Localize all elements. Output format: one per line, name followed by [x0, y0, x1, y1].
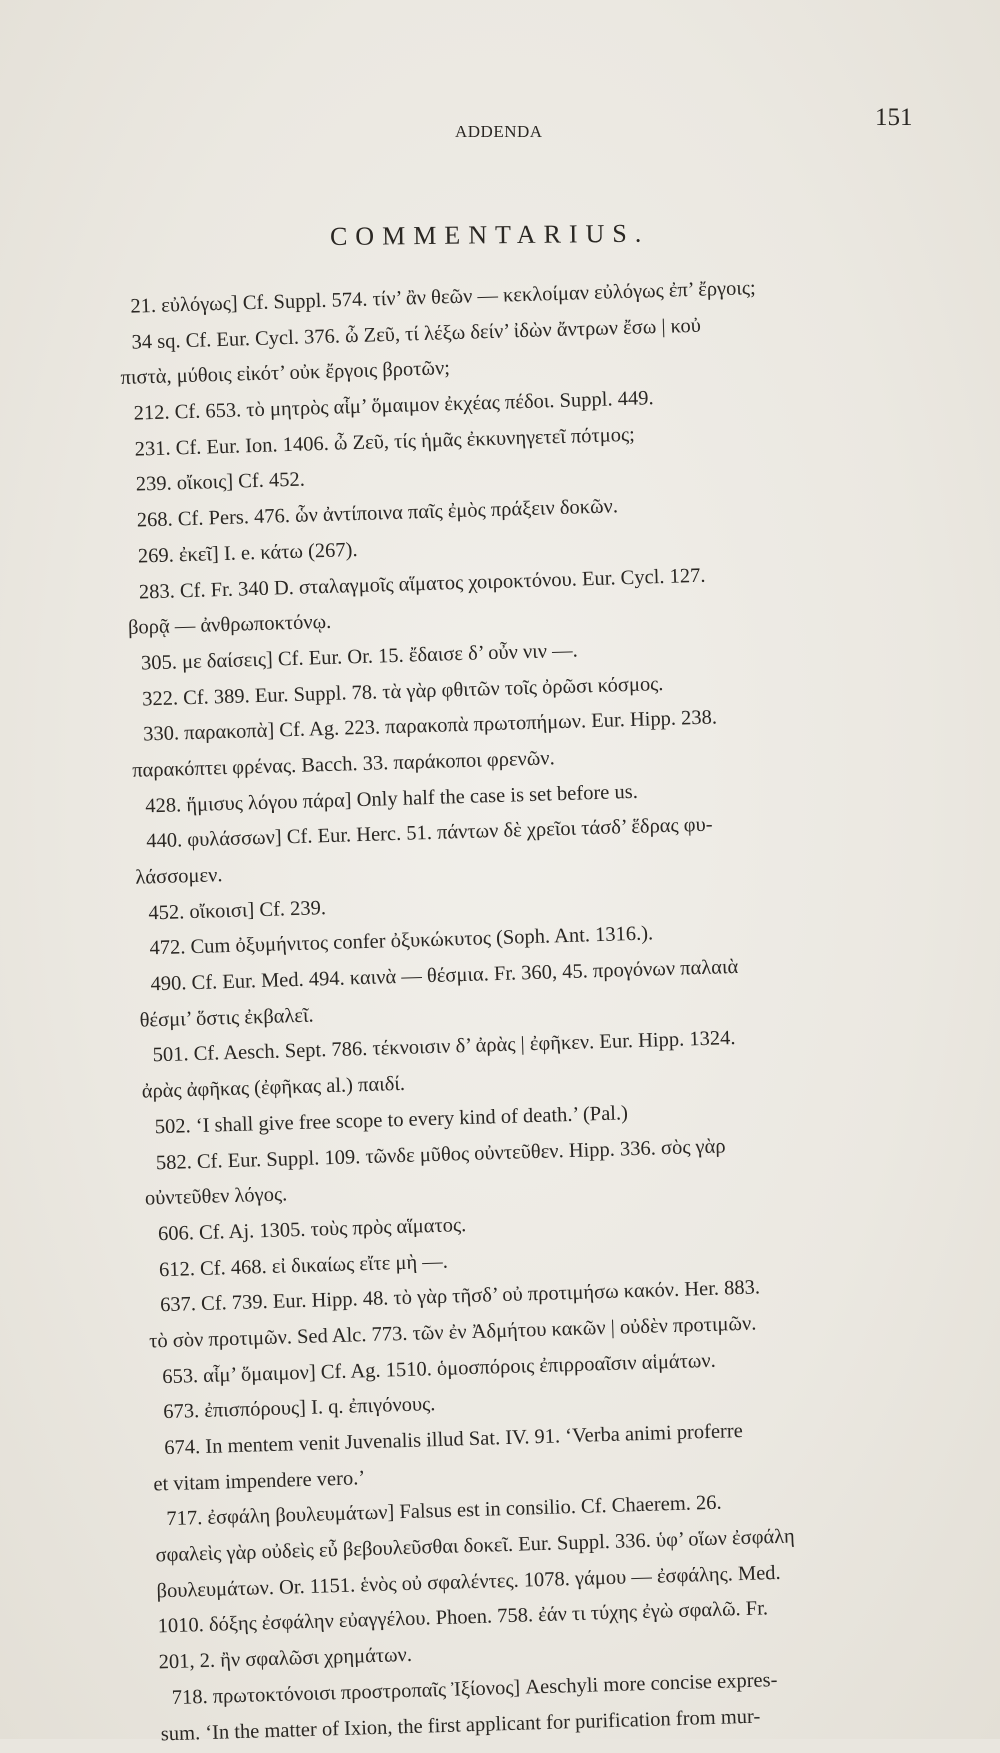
commentary-body — [118, 265, 993, 1752]
commentary-entry-line: 305. με δαίσεις] Cf. Eur. Or. 15. ἔδαισε δ’ οὖν νιν —. — [140, 639, 579, 675]
commentary-entry-line: 239. οἴκοις] Cf. 452. — [135, 468, 306, 496]
commentary-entry-line: 21. εὐλόγως] Cf. Suppl. 574. τίν’ ἂν θεῶν — κεκλοίμαν εὐλόγως ἐπ’ ἔργοις; — [130, 277, 756, 318]
section-title: COMMENTARIUS. — [329, 218, 650, 251]
commentary-line-continuation: θέσμι’ ὅστις ἐκβαλεῖ. — [139, 1004, 314, 1032]
page-number: 151 — [875, 104, 913, 131]
commentary-entry-line: 440. φυλάσσων] Cf. Eur. Herc. 51. πάντων δὲ χρεῖοι τάσδ’ ἕδρας φυ- — [146, 813, 713, 853]
commentary-line-continuation: σφαλεὶς γὰρ οὐδεὶς εὖ βεβουλεῦσθαι δοκεῖ. Eur. Suppl. 336. ὑφ’ οἵων ἐσφάλη — [155, 1525, 796, 1567]
commentary-entry-line: 330. παρακοπὰ] Cf. Ag. 223. παρακοπὰ πρωτοπήμων. Eur. Hipp. 238. — [142, 706, 718, 746]
commentary-entry-line: 501. Cf. Aesch. Sept. 786. τέκνοισιν δ’ ἀρὰς | ἐφῆκεν. Eur. Hipp. 1324. — [152, 1027, 736, 1067]
commentary-line-continuation: βουλευμάτων. Or. 1151. ἑνὸς οὐ σφαλέντες. 1078. γάμου — ἐσφάλης. Med. — [156, 1561, 781, 1603]
commentary-entry-line: 612. Cf. 468. εἰ δικαίως εἴτε μὴ —. — [158, 1250, 449, 1281]
commentary-entry-line: 231. Cf. Eur. Ion. 1406. ὦ Ζεῦ, τίς ἡμᾶς ἐκκυνηγετεῖ πότμος; — [134, 423, 636, 461]
commentary-line-continuation: οὐντεῦθεν λόγος. — [144, 1183, 288, 1210]
commentary-line-continuation: 201, 2. ἢν σφαλῶσι χρημάτων. — [158, 1644, 413, 1674]
commentary-entry-line: 34 sq. Cf. Eur. Cycl. 376. ὦ Ζεῦ, τί λέξω δείν’ ἰδὼν ἄντρων ἔσω | κοὐ — [131, 314, 702, 354]
commentary-line-continuation: et vitam impendere vero.’ — [153, 1466, 366, 1496]
commentary-entry-line: 502. ‘I shall give free scope to every kind of death.’ (Pal.) — [154, 1102, 629, 1139]
commentary-line-continuation: πιστὰ, μύθοις εἰκότ’ οὐκ ἔργοις βροτῶν; — [120, 357, 451, 390]
commentary-entry-line: 472. Cum ὀξυμήνιτος confer ὀξυκώκυτος (Soph. Ant. 1316.). — [149, 922, 654, 960]
commentary-entry-line: 606. Cf. Aj. 1305. τοὺς πρὸς αἵματος. — [157, 1213, 467, 1246]
commentary-entry-line: 283. Cf. Fr. 340 D. σταλαγμοῖς αἵματος χοιροκτόνου. Eur. Cycl. 127. — [138, 564, 706, 604]
commentary-entry-line: 269. ἐκεῖ] I. e. κάτω (267). — [137, 538, 358, 568]
commentary-line-continuation: ἀρὰς ἀφῆκας (ἐφῆκας al.) παιδί. — [141, 1072, 406, 1103]
commentary-line-continuation: τὸ σὸν προτιμῶν. Sed Alc. 773. τῶν ἐν Ἀδμήτου κακῶν | οὐδὲν προτιμῶν. — [148, 1312, 757, 1353]
commentary-line-continuation: βορᾷ — ἀνθρωποκτόνῳ. — [127, 611, 332, 640]
commentary-line-continuation: λάσσομεν. — [135, 864, 223, 889]
commentary-entry-line: 452. οἴκοισι] Cf. 239. — [148, 896, 327, 925]
commentary-entry-line: 717. ἐσφάλη βουλευμάτων] Falsus est in consilio. Cf. Chaerem. 26. — [166, 1492, 722, 1531]
commentary-entry-line: 268. Cf. Pers. 476. ὧν ἀντίποινα παῖς ἐμὸς πράξειν δοκῶν. — [136, 495, 619, 532]
commentary-entry-line: 428. ἥμισυς λόγου πάρα] Only half the case is set before us. — [144, 780, 639, 818]
commentary-entry-line: 653. αἷμ’ ὅμαιμον] Cf. Ag. 1510. ὁμοσπόροις ἐπιρροαῖσιν αἱμάτων. — [161, 1349, 717, 1388]
commentary-line-continuation: παρακόπτει φρένας. Bacch. 33. παράκοποι φρενῶν. — [131, 747, 555, 782]
commentary-entry-line: 322. Cf. 389. Eur. Suppl. 78. τὰ γὰρ φθιτῶν τοῖς ὀρῶσι κόσμος. — [141, 672, 664, 711]
commentary-entry-line: 674. In mentem venit Juvenalis illud Sat. IV. 91. ‘Verba animi proferre — [164, 1419, 744, 1460]
commentary-entry-line: 637. Cf. 739. Eur. Hipp. 48. τὸ γὰρ τῆσδ’ οὐ προτιμήσω κακόν. Her. 883. — [159, 1276, 761, 1317]
commentary-entry-line: 718. πρωτοκτόνοισι προστροπαῖς Ἰξίονος] Aeschyli more concise expres- — [171, 1668, 778, 1709]
commentary-entry-line: 212. Cf. 653. τὸ μητρὸς αἷμ’ ὅμαιμον ἐκχέας πέδοι. Suppl. 449. — [133, 387, 654, 425]
commentary-line-continuation: 1010. δόξης ἐσφάλην εὐαγγέλου. Phoen. 758. ἐάν τι τύχης ἐγὼ σφαλῶ. Fr. — [157, 1597, 769, 1638]
running-head: ADDENDA — [455, 122, 543, 141]
commentary-line-continuation: sum. ‘In the matter of Ixion, the first applicant for purification from mur- — [160, 1705, 761, 1745]
commentary-entry-line: 673. ἐπισπόρους] I. q. ἐπιγόνους. — [162, 1393, 436, 1424]
commentary-entry-line: 490. Cf. Eur. Med. 494. καινὰ — θέσμια. Fr. 360, 45. προγόνων παλαιὰ — [150, 955, 739, 996]
commentary-entry-line: 582. Cf. Eur. Suppl. 109. τῶνδε μῦθος οὐντεῦθεν. Hipp. 336. σὸς γὰρ — [155, 1134, 726, 1174]
